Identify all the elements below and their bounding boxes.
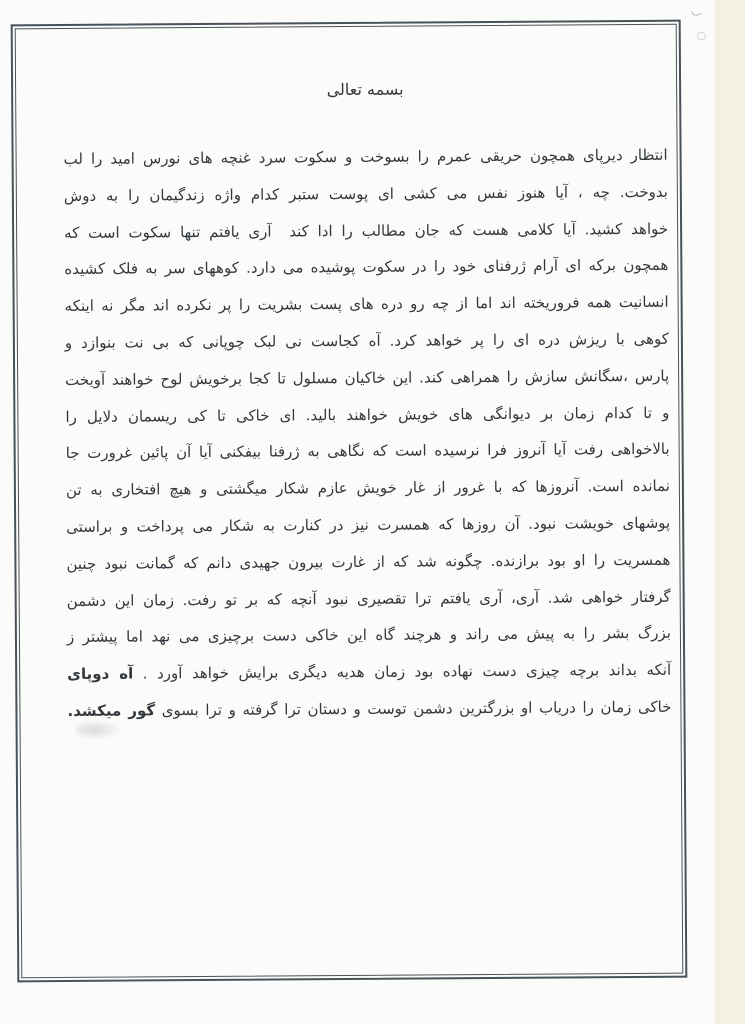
- scan-edge-strip: [715, 0, 745, 1024]
- text-line: [65, 284, 669, 325]
- text-line: [64, 210, 668, 251]
- text-segment: پوشهای خویشت نبود. آن روزها که همسرت نیز در کنارت به شکار می پرداخت و براستی: [66, 513, 671, 536]
- text-line: [65, 394, 669, 435]
- text-segment: بالاخواهی رفت آیا آنروز فرا نرسیده است که نگاهی به ژرفنا بیفکنی آیا آن پائین غرورت جا: [65, 440, 670, 463]
- emphasized-text: گور میکشد.: [67, 701, 156, 720]
- text-line: [66, 505, 670, 546]
- scan-artifact-mark: [691, 7, 702, 17]
- text-segment: آنکه بداند برچه چیزی دست نهاده بود زمان هدیه دیگری برایش خواهد آورد .: [133, 660, 672, 683]
- text-segment: بدوخت. چه ، آیا هنوز نفس می کشی ای پوست ستبر کدام واژه زندگیمان را به دوش: [63, 182, 668, 205]
- text-segment: انسانیت همه فروریخته اند اما از چه رو دره های پست بشریت را پر نکرده اند مگر نه اینکه: [64, 292, 669, 316]
- text-segment: خواهد کشید. آیا کلامی هست که جان مطالب را ادا کند آری یافتم تنها سکوت است که: [64, 219, 669, 242]
- scan-smudge: [76, 720, 122, 740]
- emphasized-text: آه دوپای: [67, 664, 134, 684]
- text-line: [66, 468, 670, 509]
- text-line: [67, 689, 671, 730]
- document-title: بسمه تعالی: [326, 79, 404, 100]
- text-line: [64, 174, 668, 215]
- text-segment: همسریت را او بود برازنده. چگونه شد که از غارت بیرون جهیدی دانم که گمانت نبود چنین: [66, 550, 671, 573]
- text-line: [66, 431, 670, 472]
- text-segment: پارس ،سگانش سازش را همراهی کند. این خاکیان مسلول تا کجا برخویش لوح خواهند آویخت: [65, 366, 670, 389]
- text-line: [65, 321, 669, 362]
- document-body: [63, 137, 671, 730]
- page-content: [13, 22, 686, 981]
- text-segment: بزرگ بشر را به پیش می راند و هرچند گاه این خاکی دست برچیزی می نهد اما پیشتر ز: [66, 624, 671, 647]
- text-line: [66, 542, 670, 583]
- text-segment: نمانده است. آنروزها که با غرور از غار خویش عازم شکار میگشتی و هیچ افتخاری به تن: [65, 476, 670, 500]
- text-segment: همچون برکه ای آرام ژرفنای خود را در سکوت پوشیده می دارد. کوههای سر به فلک کشیده: [64, 256, 669, 279]
- page-border-frame: [11, 20, 688, 983]
- text-segment: و تا کدام زمان بر دیوانگی های خویش خواهند بالید. ای خاکی تا کی ریسمان دلایل را: [65, 403, 670, 426]
- text-line: [67, 615, 671, 656]
- text-segment: کوهی با ریزش دره ای را پر خواهد کرد. آه کجاست نی لبک چوپانی که بی نت بنوازد و: [64, 329, 669, 352]
- text-line: [64, 247, 668, 288]
- text-line: [67, 578, 671, 619]
- text-line: [65, 358, 669, 399]
- text-line: [63, 137, 667, 178]
- text-segment: انتظار دیرپای همچون حریقی عمرم را بسوخت و سکوت سرد غنچه های نورس امید را لب: [63, 145, 668, 168]
- text-segment: گرفتار خواهی شد. آری، آری یافتم ترا تقصیری نبود آنچه که بر تو رفت. زمان این دشمن: [66, 587, 671, 610]
- text-segment: خاکی زمان را دریاب او بزرگترین دشمن توست و دستان ترا گرفته و ترا بسوی: [155, 697, 672, 720]
- page-tilt-wrapper: [11, 20, 688, 983]
- text-line: [67, 652, 671, 693]
- scan-artifact-mark: [696, 31, 707, 41]
